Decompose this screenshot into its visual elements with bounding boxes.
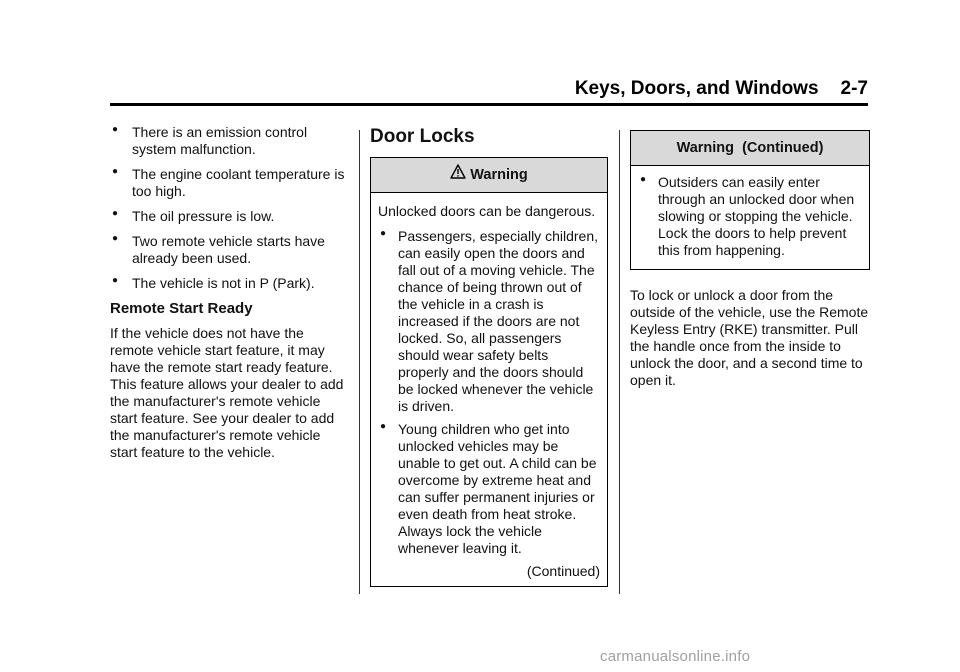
remote-start-paragraph: If the vehicle does not have the remote vehicle start feature, it may have the remote start ready feature. This feature allows your dealer to add the manufacturer's remote vehicle start feature. See your dealer to add the manufacturer's remote vehicle start feature to the vehicle. (110, 325, 344, 460)
list-item: ● Two remote vehicle starts have already been used. (112, 233, 325, 266)
lock-unlock-paragraph: To lock or unlock a door from the outside of the vehicle, use the Remote Keyless Entry (RKE) transmitter. Pull the handle once from the inside to unlock the door, and a second time to open it. (630, 287, 869, 388)
bullet-icon: ● (112, 233, 119, 244)
list-item: ● Passengers, especially children, can easily open the doors and fall out of a moving vehicle. The chance of being thrown out of the vehicle in a crash is increased if the doors are not locked. So, all passengers should wear safety belts properly and the doors should be locked whenever the vehicle is driven. (380, 228, 598, 414)
warning-icon (450, 158, 466, 192)
warning-continued-title: Warning (Continued) (676, 140, 824, 156)
list-item: ● Young children who get into unlocked vehicles may be unable to get out. A child can be overcome by extreme heat and can suffer permanent injuries or even death from heat stroke. Always lock the vehicle whenever leaving it. (380, 421, 597, 556)
warning-continued-box (630, 130, 870, 270)
list-item: ● The oil pressure is low. (112, 208, 275, 224)
list-item: ● Outsiders can easily enter through an unlocked door when slowing or stopping the vehicle. Lock the doors to help prevent this from happening. (640, 174, 855, 258)
list-item: ● The engine coolant temperature is too high. (112, 166, 345, 199)
column-left (110, 124, 350, 461)
warning-header (371, 158, 607, 193)
warning-continued-body (631, 166, 869, 269)
warning-list (378, 228, 600, 557)
condition-list (110, 124, 350, 292)
list-item: ● There is an emission control system malfunction. (112, 124, 308, 157)
column-middle (370, 128, 608, 587)
bullet-icon: ● (640, 174, 647, 185)
warning-box (370, 157, 608, 587)
warning-body (371, 193, 607, 586)
bullet-icon: ● (112, 124, 119, 135)
bullet-icon: ● (112, 275, 119, 286)
header-rule (110, 103, 868, 106)
bullet-icon: ● (112, 208, 119, 219)
bullet-icon: ● (112, 166, 119, 177)
subheading-remote-start-ready: Remote Start Ready (110, 300, 253, 317)
warning-continued-header (631, 131, 869, 166)
column-divider-left (359, 130, 360, 594)
page-number: 2-7 (840, 78, 868, 99)
warning-intro: Unlocked doors can be dangerous. (378, 203, 596, 219)
warning-continued-list (638, 174, 862, 259)
bullet-icon: ● (380, 421, 387, 432)
watermark: carmanualsonline.info (600, 648, 751, 665)
bullet-icon: ● (380, 228, 387, 239)
column-right (630, 130, 870, 389)
section-heading-door-locks: Door Locks (370, 126, 475, 147)
page-header (568, 78, 868, 100)
continued-label: (Continued) (526, 563, 600, 579)
column-divider-right (619, 130, 620, 594)
warning-title: Warning (470, 167, 528, 183)
header-title: Keys, Doors, and Windows (574, 78, 819, 99)
list-item: ● The vehicle is not in P (Park). (112, 275, 315, 291)
